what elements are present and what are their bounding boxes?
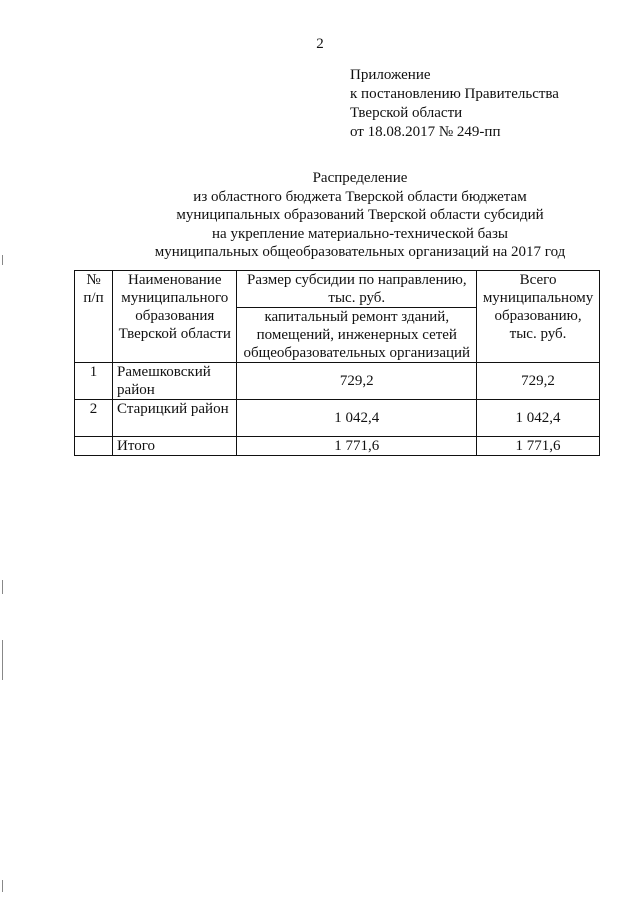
header-name: Наименование муниципального образования Тверской области <box>113 271 237 363</box>
row-name: Рамешковский район <box>113 363 237 400</box>
page-number: 2 <box>316 36 324 52</box>
total-total: 1 771,6 <box>477 437 600 456</box>
table-total-row <box>75 437 600 456</box>
table-row <box>75 363 600 400</box>
total-label: Итого <box>113 437 237 456</box>
appendix-line: Тверской области <box>350 105 463 121</box>
row-name: Старицкий район <box>113 400 237 437</box>
row-num: 1 <box>75 363 113 400</box>
header-total: Всего муниципальному образованию, тыс. руб. <box>477 271 600 363</box>
title-line: из областного бюджета Тверской области бюджетам <box>193 188 527 205</box>
distribution-table <box>74 270 600 456</box>
row-amount: 729,2 <box>237 363 477 400</box>
appendix-line: к постановлению Правительства <box>350 86 559 102</box>
scan-edge-mark <box>2 880 3 892</box>
header-size-sub: капитальный ремонт зданий, помещений, инженерных сетей общеобразовательных организаций <box>237 308 477 363</box>
table-row <box>75 400 600 437</box>
row-amount: 1 042,4 <box>237 400 477 437</box>
row-total: 1 042,4 <box>477 400 600 437</box>
appendix-line: от 18.08.2017 № 249-пп <box>350 124 501 140</box>
header-size: Размер субсидии по направлению, тыс. руб. <box>237 271 477 308</box>
appendix-line: Приложение <box>350 67 431 83</box>
scan-edge-mark <box>2 255 3 265</box>
row-total: 729,2 <box>477 363 600 400</box>
appendix-block <box>350 66 559 142</box>
total-num-empty <box>75 437 113 456</box>
total-amount: 1 771,6 <box>237 437 477 456</box>
title-line: муниципальных образований Тверской области субсидий <box>176 207 544 223</box>
title-line: Распределение <box>312 170 408 186</box>
scan-edge-mark <box>2 580 3 594</box>
title-line: на укрепление материально-технической базы <box>212 225 508 242</box>
row-num: 2 <box>75 400 113 437</box>
document-title <box>60 169 640 262</box>
table-header-row <box>75 271 600 308</box>
header-num: № п/п <box>75 271 113 363</box>
scan-edge-mark <box>2 640 3 680</box>
title-line: муниципальных общеобразовательных организаций на 2017 год <box>154 244 566 260</box>
